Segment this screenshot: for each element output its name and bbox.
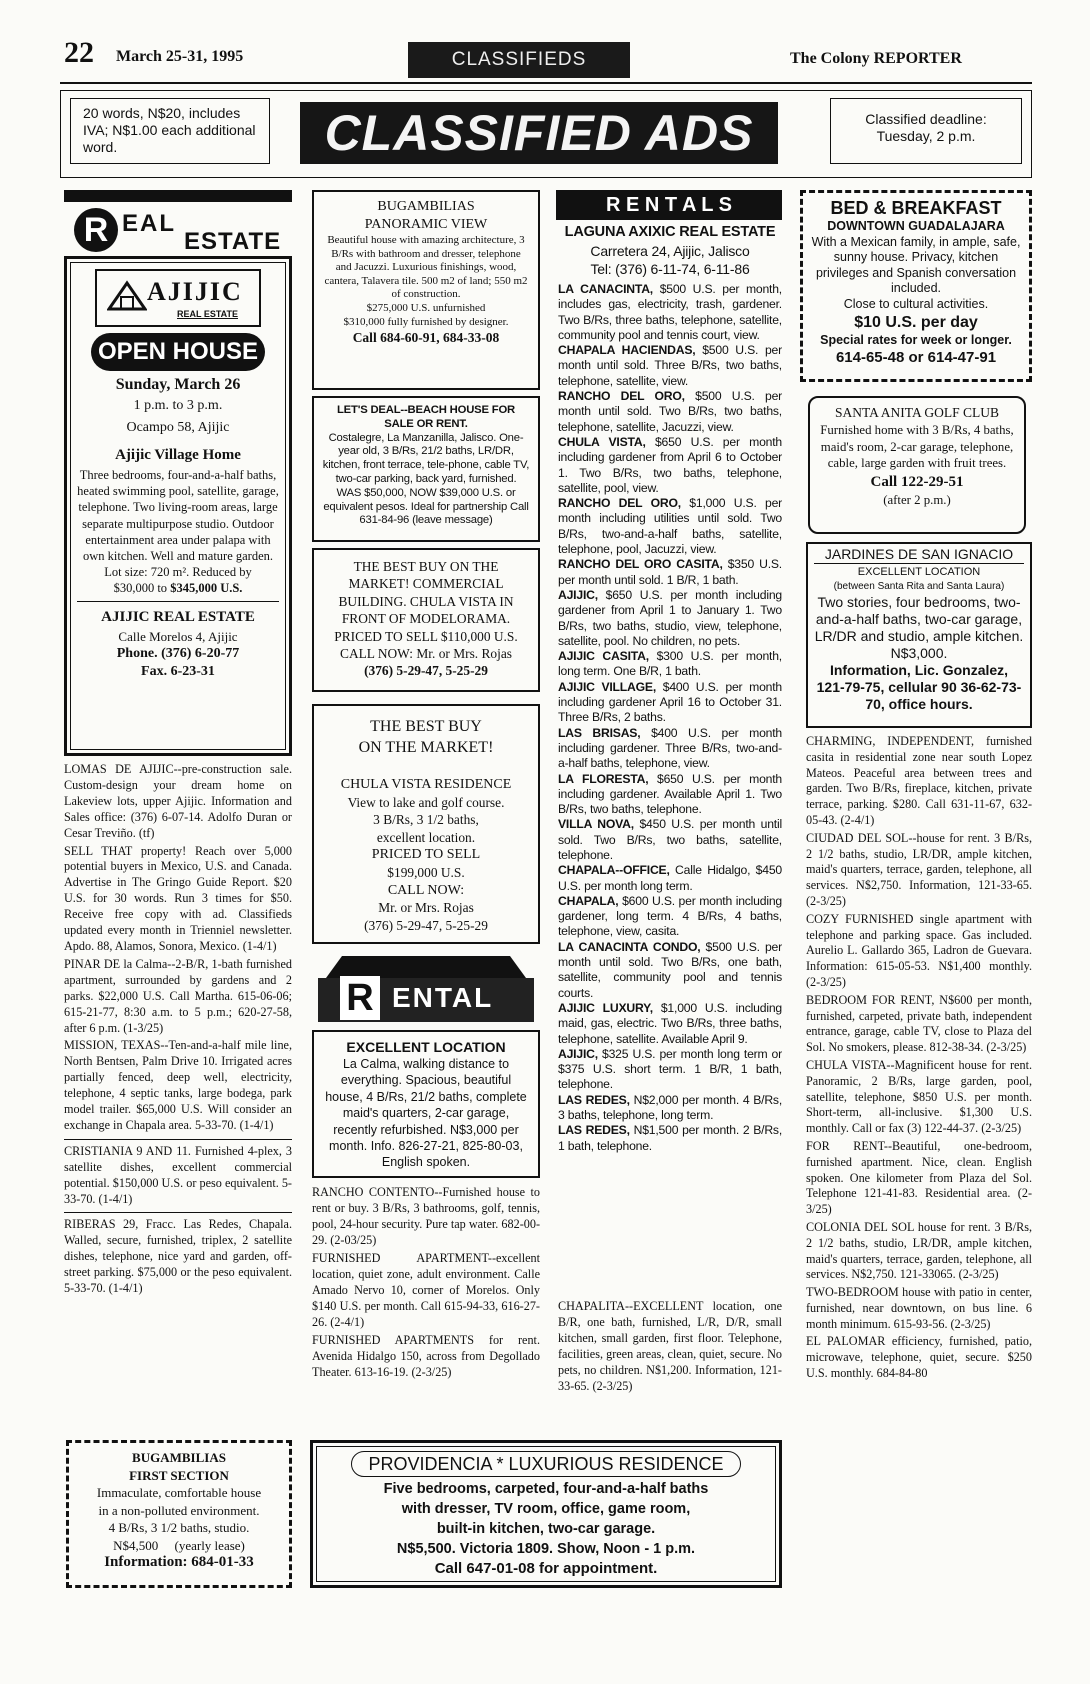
classified-ad: CHARMING, INDEPENDENT, furnished casita in residential zone near south Lopez Mateos. Peaceful area between trees and garden. Two B/Rs, fireplace, kitchen, private terrace, parking. $280. Call 631-11-67, 632-05-43. (2-4/1) — [806, 734, 1032, 827]
ad-contact: Call 684-60-91, 684-33-08 — [352, 330, 500, 346]
section-title: CLASSIFIEDS — [408, 42, 630, 78]
rental-listing — [558, 863, 782, 894]
ad-price: $275,000 U.S. unfurnished — [366, 301, 486, 314]
ad-line: built-in kitchen, two-car garage. — [436, 1521, 656, 1537]
rental-listing-name: AJIJIC LUXURY, — [558, 1000, 653, 1015]
classified-ad: SELL THAT property! Reach over 5,000 potential buyers in Mexico, U.S. and Canada. Advertise in The Gringo Guide Report. $20 U.S. for 30 words. Run 3 times for $50. Receive free copy with ad. Classifieds updated every month in Trienniel newsletter. Apdo. 88, Alamos, Sonora, Mexico. (1-4/1) — [64, 843, 292, 953]
ad-line: PRICED TO SELL $110,000 U.S. — [334, 628, 518, 644]
rental-header — [312, 952, 540, 1022]
best-buy-commercial-ad — [312, 548, 540, 692]
classified-ad: CIUDAD DEL SOL--house for rent. 3 B/Rs, 2 1/2 baths, studio, LR/DR, ample kitchen, maid's quarters, terrace, garden, telephone, all services. N$2,750. Information, 121-33-65. (2-3/25) — [806, 830, 1032, 908]
beach-house-ad — [312, 396, 540, 542]
banner-title: CLASSIFIED ADS — [300, 102, 778, 164]
ad-body: Two stories, four bedrooms, two-and-a-half baths, two-car garage, LR/DR and studio, ample kitchen. N$3,000. — [814, 594, 1024, 661]
best-buy-residence-ad — [312, 704, 540, 944]
ad-line: N$5,500. Victoria 1809. Show, Noon - 1 p.m. — [396, 1541, 696, 1557]
ad-line: Close to cultural activities. — [843, 296, 989, 311]
ad-title: JARDINES DE SAN IGNACIO — [814, 546, 1024, 564]
rental-word: ENTAL — [392, 982, 494, 1013]
classified-ad: LOMAS DE AJIJIC--pre-construction sale. Custom-design your dream home on Lakeview lots, upper Ajijic. Information and Sales office: (376) 6-07-14. Adolfo Duran or Cesar Treviño. (tf) — [64, 762, 292, 840]
ajijic-real-estate-ad — [64, 256, 292, 756]
deadline-value: Tuesday, 2 p.m. — [876, 128, 976, 144]
company-fax: Fax. 6-23-31 — [141, 664, 215, 680]
rental-listing-text: $300 U.S. per month, long term. One B/R, 1 bath. — [558, 649, 782, 679]
ad-line: CALL NOW: Mr. or Mrs. Rojas — [340, 646, 512, 662]
logo-subtitle: REAL ESTATE — [177, 309, 239, 319]
rental-listing-text: $650 U.S. per month including gardener. Available April 1. Two B/Rs, two baths, telephone. — [558, 771, 783, 817]
rental-listing — [558, 1001, 782, 1047]
rental-listing-text: $400 U.S. per month including gardener. Three B/Rs, two-and-a-half baths, telephone, view. — [558, 725, 783, 771]
rental-listing-text: $325 U.S. per month long term or $375 U.S. short term. 1 B/R, 1 bath, telephone. — [558, 1046, 782, 1092]
rental-listing-name: AJIJIC, — [558, 1046, 598, 1061]
real-estate-word1: EAL — [122, 210, 176, 237]
ad-line: Mr. or Mrs. Rojas — [378, 900, 474, 916]
rental-listing-text: N$1,500 per month. 2 B/Rs, 1 bath, telephone. — [558, 1123, 783, 1153]
rental-listing-name: LA CANACINTA CONDO, — [558, 939, 701, 954]
rentals-phone: Tel: (376) 6-11-74, 6-11-86 — [590, 261, 750, 277]
ad-line: THE BEST BUY ON THE — [353, 559, 499, 574]
ad-subtitle: EXCELLENT LOCATION — [857, 566, 981, 578]
rental-listing — [558, 1093, 782, 1124]
ad-contact: 614-65-48 or 614-47-91 — [835, 349, 997, 367]
classified-ad: FURNISHED APARTMENTS for rent. Avenida Hidalgo 150, across from Degollado Theater. 613-16-19. (2-3/25) — [312, 1333, 540, 1379]
column-1-ads — [64, 762, 292, 1299]
rental-listing-text: $650 U.S. per month including gardener from April 6 to October 1. Two B/Rs, two baths, telephone, satellite, pool, view. — [558, 434, 782, 495]
column-4-ads — [806, 734, 1032, 1384]
ad-line: excellent location. — [376, 829, 476, 845]
rental-listing-name: RANCHO DEL ORO, — [558, 389, 685, 404]
ad-contact: (376) 5-29-47, 5-25-29 — [364, 917, 488, 933]
classified-ad: COZY FURNISHED single apartment with telephone and parking space. Gas included. Aurelio L. Gallardo 365, Ladron de Guevara. Information: 615-05-53. N$1,400 monthly. (2-3/25) — [806, 911, 1032, 989]
rental-listing — [558, 1047, 782, 1093]
excellent-location-ad — [312, 1030, 540, 1178]
header-rule — [60, 82, 1032, 84]
real-estate-letter-badge — [74, 208, 118, 252]
open-house-time: 1 p.m. to 3 p.m. — [133, 398, 223, 413]
rental-listing — [558, 557, 782, 588]
classified-ad: CRISTIANIA 9 AND 11. Furnished 4-plex, 3 satellite dishes, excellent commercial potential. $150,000 U.S. or peso equivalent. 5-33-70. (1-4/1) — [64, 1143, 292, 1206]
ad-body: With a Mexican family, in ample, safe, sunny house. Privacy, kitchen privileges and Spanish conversation included. — [811, 234, 1021, 296]
logo-name: AJIJIC — [147, 277, 243, 306]
ad-contact: Information, Lic. Gonzalez, 121-79-75, cellular 90 36-62-73-70, office hours. — [816, 662, 1022, 712]
rental-listing-name: AJIJIC, — [558, 587, 598, 602]
open-house-address: Ocampo 58, Ajijic — [126, 420, 230, 435]
classified-ad: RIBERAS 29, Fracc. Las Redes, Chapala. Walled, secure, furnished, triplex, 2 satellite dishes, telephone, nice yard and garden, off-street parking. $75,000 or the peso equivalent. 5-33-70. (1-4/1) — [64, 1217, 292, 1296]
bugambilias-panoramic-ad — [312, 190, 540, 390]
chapalita-ad: CHAPALITA--EXCELLENT location, one B/R, one bath, furnished, L/R, D/R, small kitchen, small garden, first floor. Telephone, facilities, green areas, clean, quiet, secure. No pets, no children. N$1,200. Information, 121-33-65. (2-3/25) — [558, 1299, 782, 1393]
classified-ad: COLONIA DEL SOL house for rent. 3 B/Rs, 2 1/2 baths, studio, LR/DR, ample kitchen, maid's quarters, terrace, garden, telephone, all services. N$2,750. 121-33065. (2-3/25) — [806, 1219, 1032, 1282]
rental-listing — [558, 588, 782, 649]
real-estate-header — [64, 190, 292, 255]
rental-listing — [558, 389, 782, 435]
classified-ad: RANCHO CONTENTO--Furnished house to rent or buy. 3 B/Rs, 3 bathrooms, golf, tennis, pool, 24-hour security. Pure tap water. 682-00-29. (2-03/25) — [312, 1185, 540, 1247]
rental-listing-text: Calle Hidalgo, $450 U.S. per month long term. — [558, 863, 782, 893]
ad-body: Furnished home with 3 B/Rs, 4 baths, maid's room, 2-car garage, telephone, cable, large garden with fruit trees. — [820, 423, 1014, 470]
santa-anita-ad — [808, 396, 1026, 534]
price-new: $345,000 U.S. — [170, 581, 243, 596]
rental-listing-text: $500 U.S. per month until sold. Two B/Rs, one bath, satellite, community pool and tennis courts. — [558, 939, 782, 1000]
ad-line: $199,000 U.S. — [387, 864, 465, 880]
rental-listing — [558, 1123, 782, 1154]
classified-ad: EL PALOMAR efficiency, furnished, patio, microwave, telephone, quiet, secure. $250 U.S. monthly. 684-84-80 — [806, 1334, 1032, 1381]
rental-listing — [558, 649, 782, 680]
page-number: 22 — [64, 36, 94, 69]
ad-title: LET'S DEAL--BEACH HOUSE FOR SALE OR RENT. — [336, 404, 516, 430]
ad-title: SANTA ANITA GOLF CLUB — [835, 405, 999, 420]
real-estate-word2: ESTATE — [184, 228, 281, 259]
ad-price: $10 U.S. per day — [854, 313, 978, 331]
house-logo-icon — [107, 279, 147, 311]
rental-listing-name: LAS REDES, — [558, 1123, 630, 1138]
ad-line: Immaculate, comfortable house — [96, 1485, 262, 1500]
rental-listing-text: $400 U.S. per month including gardener April 16 to October 31. Three B/Rs, 2 baths. — [558, 679, 782, 725]
classified-ad: FOR RENT--Beautiful, one-bedroom, furnished apartment. Nice, clean. English spoken. One kilometer from Plaza del Sol. Telephone 121-41-83. Residential area. (2-3/25) — [806, 1138, 1032, 1217]
rental-listing — [558, 772, 782, 818]
rental-listing — [558, 496, 782, 557]
ad-line: CALL NOW: — [387, 882, 465, 898]
ad-line: View to lake and golf course. — [347, 794, 505, 810]
price-old: $30,000 to — [113, 581, 168, 596]
rental-listing — [558, 817, 782, 863]
ad-body: Beautiful house with amazing architecture, 3 B/Rs with bathroom and dresser, telephone and Jacuzzi. Luxurious finishings, wood, cantera, Talavera tile. 500 m2 of land; 550 m2 of construction. — [324, 234, 528, 301]
rental-listing — [558, 680, 782, 726]
rental-listing-text: $1,000 U.S. per month including utilities until sold. Two B/Rs, two-and-a-half baths, satellite, telephone, pool, Jacuzzi, view. — [558, 496, 783, 557]
jardines-ad — [806, 542, 1032, 728]
ad-line: PRICED TO SELL — [371, 847, 481, 863]
open-house-badge: OPEN HOUSE — [91, 333, 265, 371]
ad-location: (between Santa Rita and Santa Laura) — [833, 581, 1005, 592]
rental-listing-text: $350 U.S. per month until sold. 1 B/R, 1 bath. — [558, 557, 782, 587]
ad-price: N$4,500 (yearly lease) — [113, 1537, 245, 1553]
rental-listing-name: CHAPALA HACIENDAS, — [558, 343, 696, 358]
rental-listing — [558, 282, 782, 343]
ad-line: Five bedrooms, carpeted, four-and-a-half baths — [383, 1481, 709, 1497]
rental-listing-name: VILLA NOVA, — [558, 817, 634, 832]
laguna-rentals — [558, 222, 782, 1154]
ad-line: with dresser, TV room, office, game room, — [401, 1501, 691, 1517]
ad-body: Costalegre, La Manzanilla, Jalisco. One-year old, 3 B/Rs, 21/2 baths, LR/DR, kitchen, front terrace, tele-phone, cable TV, two-car parking, back yard, furnished. WAS $50,000, NOW $39,000 U.S. or equivalent pesos. Ideal for partnership Call 631-84-96 (leave message) — [322, 431, 530, 527]
bugambilias-first-section-ad — [66, 1440, 292, 1588]
rentals-company: LAGUNA AXIXIC REAL ESTATE — [564, 224, 776, 240]
ad-body: La Calma, walking distance to everything. Spacious, beautiful house, 4 B/Rs, 21/2 baths, complete maid's quarters, 2-car garage, recently refurbished. N$3,000 per month. Info. 826-27-21, 825-80-03, English spoken. — [325, 1057, 527, 1170]
company-address: Calle Morelos 4, Ajijic — [118, 629, 238, 645]
rental-listing — [558, 435, 782, 496]
rental-listing — [558, 894, 782, 940]
company-name: AJIJIC REAL ESTATE — [101, 609, 255, 626]
rental-listing-name: LAS BRISAS, — [558, 725, 641, 740]
rentals-banner: R E N T A L S — [556, 190, 782, 220]
ad-price: $310,000 fully furnished by designer. — [343, 315, 509, 328]
classified-ad: FURNISHED APARTMENT--excellent location, quiet zone, adult environment. Calle Amado Nervo 10, corner of Morelos. Only $140 U.S. per month. Call 615-94-33, 616-27-26. (2-4/1) — [312, 1251, 540, 1329]
rental-listing-name: LA FLORESTA, — [558, 771, 649, 786]
column-2-ads — [312, 1184, 540, 1382]
rental-listing-name: AJIJIC VILLAGE, — [558, 679, 657, 694]
ad-contact: Call 122-29-51 — [870, 473, 964, 490]
rental-listing-name: AJIJIC CASITA, — [558, 649, 649, 664]
ad-line: FRONT OF MODELORAMA. — [341, 611, 511, 627]
rental-listing — [558, 726, 782, 772]
ad-line: 4 B/Rs, 3 1/2 baths, studio. — [108, 1520, 250, 1535]
rental-listing-text: $500 U.S. per month, includes gas, electricity, trash, gardener. Two B/Rs, three baths, telephone, satellite, community pool and tennis court, view. — [558, 282, 782, 342]
real-estate-letter: R — [83, 211, 109, 249]
rental-listing — [558, 940, 782, 1001]
ad-title: THE BEST BUY — [370, 718, 482, 735]
rental-letter: R — [340, 976, 380, 1020]
publication-name: The Colony REPORTER — [790, 50, 962, 67]
classified-ad: CHULA VISTA--Magnificent house for rent. Panoramic, 2 B/Rs, large garden, pool, satellite, telephone, $850 U.S. per month. Short-term, all-inclusive. $1,300 U.S. monthly. Call or fax (3) 122-44-37. (2-3/25) — [806, 1057, 1032, 1136]
rental-listing-text: $600 U.S. per month including gardener, long term. 4 B/Rs, 4 baths, telephone, view, casita. — [558, 893, 782, 939]
deadline-box — [830, 98, 1022, 164]
classified-ad: PINAR DE la Calma--2-B/R, 1-bath furnished apartment, surrounded by gardens and 2 parks. $22,000 U.S. Call Martha. 615-06-06; 615-21-77, 8:30 a.m. to 5 p.m.; 620-27-58, after 6 p.m. (1-3/25) — [64, 956, 292, 1035]
rental-listing-name: CHULA VISTA, — [558, 434, 646, 449]
providencia-title: PROVIDENCIA * LUXURIOUS RESIDENCE — [351, 1451, 740, 1477]
rental-listing-name: RANCHO DEL ORO CASITA, — [558, 557, 723, 572]
ad-line: 3 B/Rs, 3 1/2 baths, — [373, 812, 479, 828]
residence-name: CHULA VISTA RESIDENCE — [340, 777, 512, 792]
rental-listing-text: $500 U.S. per month until sold. Three B/Rs, two baths, telephone, satellite, view. — [558, 343, 782, 388]
ad-title: BUGAMBILIAS — [132, 1450, 226, 1465]
rental-listing-name: CHAPALA, — [558, 893, 619, 908]
deadline-label: Classified deadline: — [865, 111, 987, 127]
ajijic-logo — [95, 269, 261, 327]
rental-listing — [558, 343, 782, 389]
rentals-address: Carretera 24, Ajijic, Jalisco — [590, 243, 750, 259]
open-house-date: Sunday, March 26 — [115, 376, 241, 393]
rental-listing-name: LAS REDES, — [558, 1092, 630, 1107]
rental-listing-name: CHAPALA--OFFICE, — [558, 863, 670, 878]
rental-listing-text: $450 U.S. per month until sold. Two B/Rs, two baths, satellite, telephone. — [558, 817, 782, 862]
rental-listing-name: LA CANACINTA, — [558, 282, 653, 296]
ad-title: BUGAMBILIAS — [377, 199, 475, 214]
home-name: Ajijic Village Home — [115, 447, 241, 463]
classified-ad: MISSION, TEXAS--Ten-and-a-half mile line, North Bentsen, Palm Drive 10. Irrigated acres partially fenced, deep well, electricity, telephone, 4 septic tanks, large bodega, park model trailer. $65,000 U.S. Will consider an exchange in Chapala area. 5-33-70. (1-4/1) — [64, 1038, 292, 1132]
ad-subtitle: FIRST SECTION — [129, 1467, 229, 1483]
ad-title: BED & BREAKFAST — [830, 198, 1002, 218]
providencia-ad — [310, 1440, 782, 1588]
ad-subtitle: DOWNTOWN GUADALAJARA — [827, 219, 1005, 233]
company-phone: Phone. (376) 6-20-77 — [116, 646, 240, 662]
ad-line: MARKET! COMMERCIAL — [348, 576, 504, 592]
rental-listing-text: $1,000 U.S. including maid, gas, electric. Two B/Rs, three baths, telephone, satellite. Available April 9. — [558, 1000, 782, 1046]
ad-note: (after 2 p.m.) — [883, 492, 951, 507]
ad-contact: Call 647-01-08 for appointment. — [434, 1560, 658, 1577]
ad-contact: (376) 5-29-47, 5-25-29 — [364, 663, 488, 679]
issue-date: March 25-31, 1995 — [116, 48, 244, 65]
rental-listings — [558, 282, 782, 1154]
ad-line: in a non-polluted environment. — [98, 1502, 260, 1518]
rate-box: 20 words, N$20, includes IVA; N$1.00 each additional word. — [70, 98, 270, 164]
ad-title: EXCELLENT LOCATION — [346, 1039, 506, 1055]
rental-listing-text: N$2,000 per month. 4 B/Rs, 3 baths, telephone, long term. — [558, 1092, 783, 1123]
ad-title: ON THE MARKET! — [358, 739, 494, 756]
bed-breakfast-ad — [800, 190, 1032, 382]
ad-contact: Information: 684-01-33 — [104, 1554, 254, 1570]
rental-listing-name: RANCHO DEL ORO, — [558, 496, 681, 511]
rental-listing-text: $650 U.S. per month including gardener from April 1 to January 1. Two B/Rs, two baths, studio, view, telephone, satellite, pool. No children, no pets. — [558, 587, 782, 648]
rental-listing-text: $500 U.S. per month until sold. Two B/Rs, two baths, telephone, satellite, Jacuzzi, view. — [558, 389, 783, 434]
ad-subtitle: PANORAMIC VIEW — [364, 217, 488, 232]
classified-ad: TWO-BEDROOM house with patio in center, furnished, near downtown, on bus line. 6 month minimum. 615-93-56. (2-3/25) — [806, 1285, 1032, 1331]
ad-line: Special rates for week or longer. — [820, 332, 1012, 347]
lot-size: Lot size: 720 m². Reduced by — [104, 565, 252, 580]
home-description: Three bedrooms, four-and-a-half baths, heated swimming pool, satellite, garage, telephone. Two living-room areas, large separate multipurpose studio. Outdoor entertainment area under palapa with own kitchen. Well and mature garden. — [77, 468, 279, 564]
ad-line: BUILDING. CHULA VISTA IN — [338, 593, 514, 609]
classified-ad: BEDROOM FOR RENT, N$600 per month, furnished, carpeted, private bath, independent entrance, garage, cable TV, close to Plaza del Sol. No smokers, please. 812-38-34. (2-3/25) — [806, 992, 1032, 1055]
